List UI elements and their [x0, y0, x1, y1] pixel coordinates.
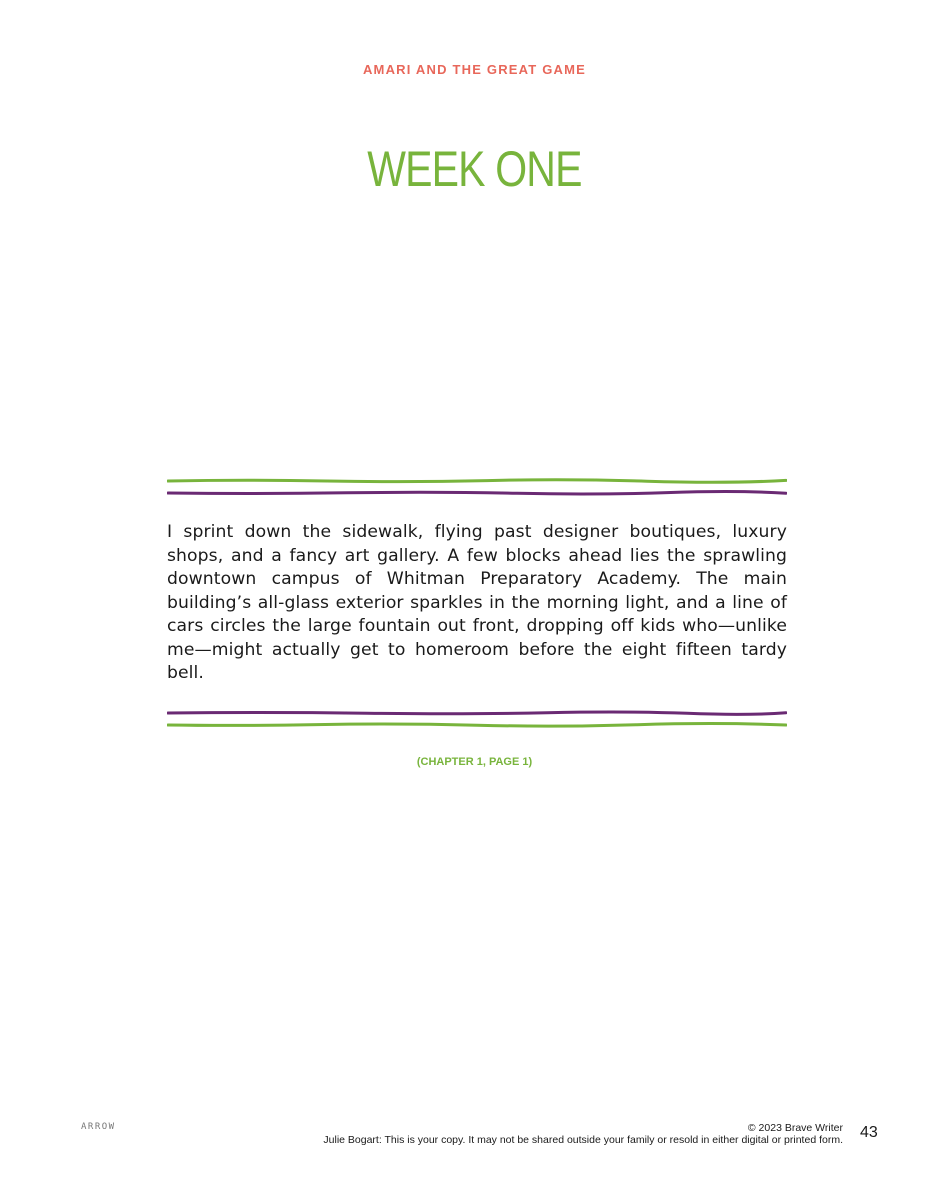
- running-title: AMARI AND THE GREAT GAME: [362, 62, 587, 77]
- page-number: 43: [860, 1124, 878, 1141]
- footer-copyright-block: [323, 1122, 843, 1146]
- bottom-green-rule: [167, 720, 787, 730]
- top-green-rule: [167, 476, 787, 486]
- week-title: WEEK ONE: [367, 141, 582, 197]
- copyright-line: © 2023 Brave Writer: [747, 1122, 843, 1134]
- top-purple-rule: [167, 488, 787, 498]
- bottom-purple-rule: [167, 708, 787, 718]
- chapter-citation: (CHAPTER 1, PAGE 1): [416, 756, 533, 768]
- license-notice: Julie Bogart: This is your copy. It may not be shared outside your family or resold in either digital or printed form.: [323, 1134, 843, 1146]
- arrow-logo: ARROW: [81, 1122, 116, 1132]
- passage-text: I sprint down the sidewalk, flying past designer boutiques, luxury shops, and a fancy art gallery. A few blocks ahead lies the sprawling downtown campus of Whitman Preparatory Academy. The main building’s all-glass exterior sparkles in the morning light, and a line of cars circles the large fountain out front, dropping off kids who—unlike me—might actually get to homeroom before the eight fifteen tardy bell.: [167, 522, 787, 683]
